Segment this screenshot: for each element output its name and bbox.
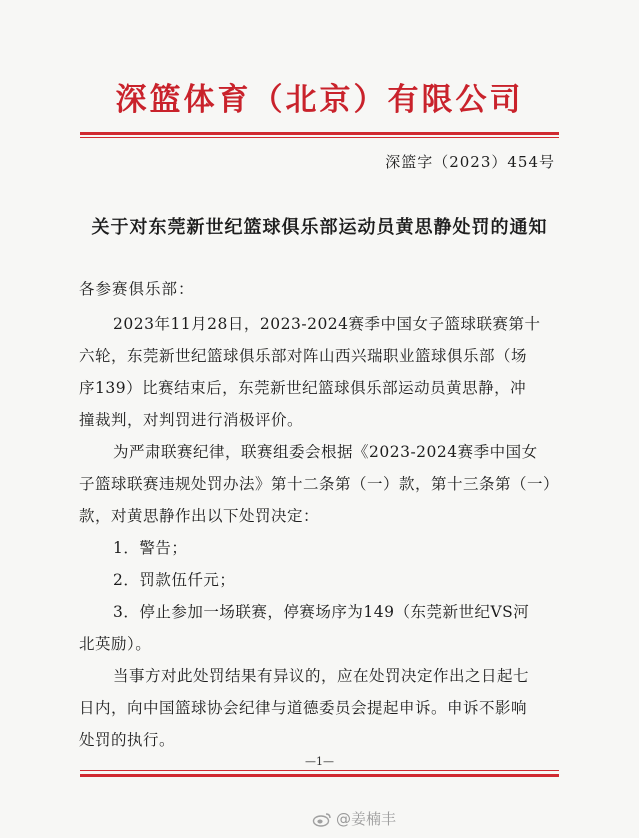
paragraph1-line: 撞裁判，对判罚进行消极评价。 <box>79 411 304 429</box>
footer-red-rule-thick <box>80 774 559 777</box>
paragraph3-line: 处罚的执行。 <box>79 731 176 749</box>
penalty-item-continuation: 北英励）。 <box>79 635 152 653</box>
penalty-item: 1．警告； <box>113 539 188 557</box>
company-letterhead: 深篮体育（北京）有限公司 <box>115 82 524 118</box>
paragraph3-line: 当事方对此处罚结果有异议的，应在处罚决定作出之日起七 <box>113 667 530 685</box>
paragraph2-line: 款，对黄思静作出以下处罚决定： <box>79 507 320 525</box>
watermark-text: @姜楠丰 <box>336 810 397 828</box>
paragraph1-line: 序139）比赛结束后，东莞新世纪篮球俱乐部运动员黄思静，冲 <box>79 379 527 397</box>
paragraph1-line: 2023年11月28日，2023-2024赛季中国女子篮球联赛第十 <box>113 315 541 333</box>
paragraph2-line: 为严肃联赛纪律，联赛组委会根据《2023-2024赛季中国女 <box>113 443 538 461</box>
header-red-rule-thick <box>80 132 559 135</box>
notice-title: 关于对东莞新世纪篮球俱乐部运动员黄思静处罚的通知 <box>91 217 548 238</box>
paragraph2-line: 子篮球联赛违规处罚办法》第十二条第（一）款，第十三条第（一） <box>79 475 560 493</box>
page-number: —1— <box>305 755 334 768</box>
weibo-icon <box>312 811 332 827</box>
penalty-item: 2．罚款伍仟元； <box>113 571 236 589</box>
salutation: 各参赛俱乐部： <box>79 280 195 298</box>
header-red-rule-thin <box>80 137 559 138</box>
footer-red-rule-thin <box>80 770 559 771</box>
penalty-item: 3．停止参加一场联赛，停赛场序为149（东莞新世纪VS河 <box>113 603 530 621</box>
weibo-watermark <box>312 808 396 829</box>
document-number: 深篮字（2023）454号 <box>385 153 555 171</box>
paragraph1-line: 六轮，东莞新世纪篮球俱乐部对阵山西兴瑞职业篮球俱乐部（场 <box>79 347 528 365</box>
paragraph3-line: 日内，向中国篮球协会纪律与道德委员会提起申诉。申诉不影响 <box>79 699 528 717</box>
